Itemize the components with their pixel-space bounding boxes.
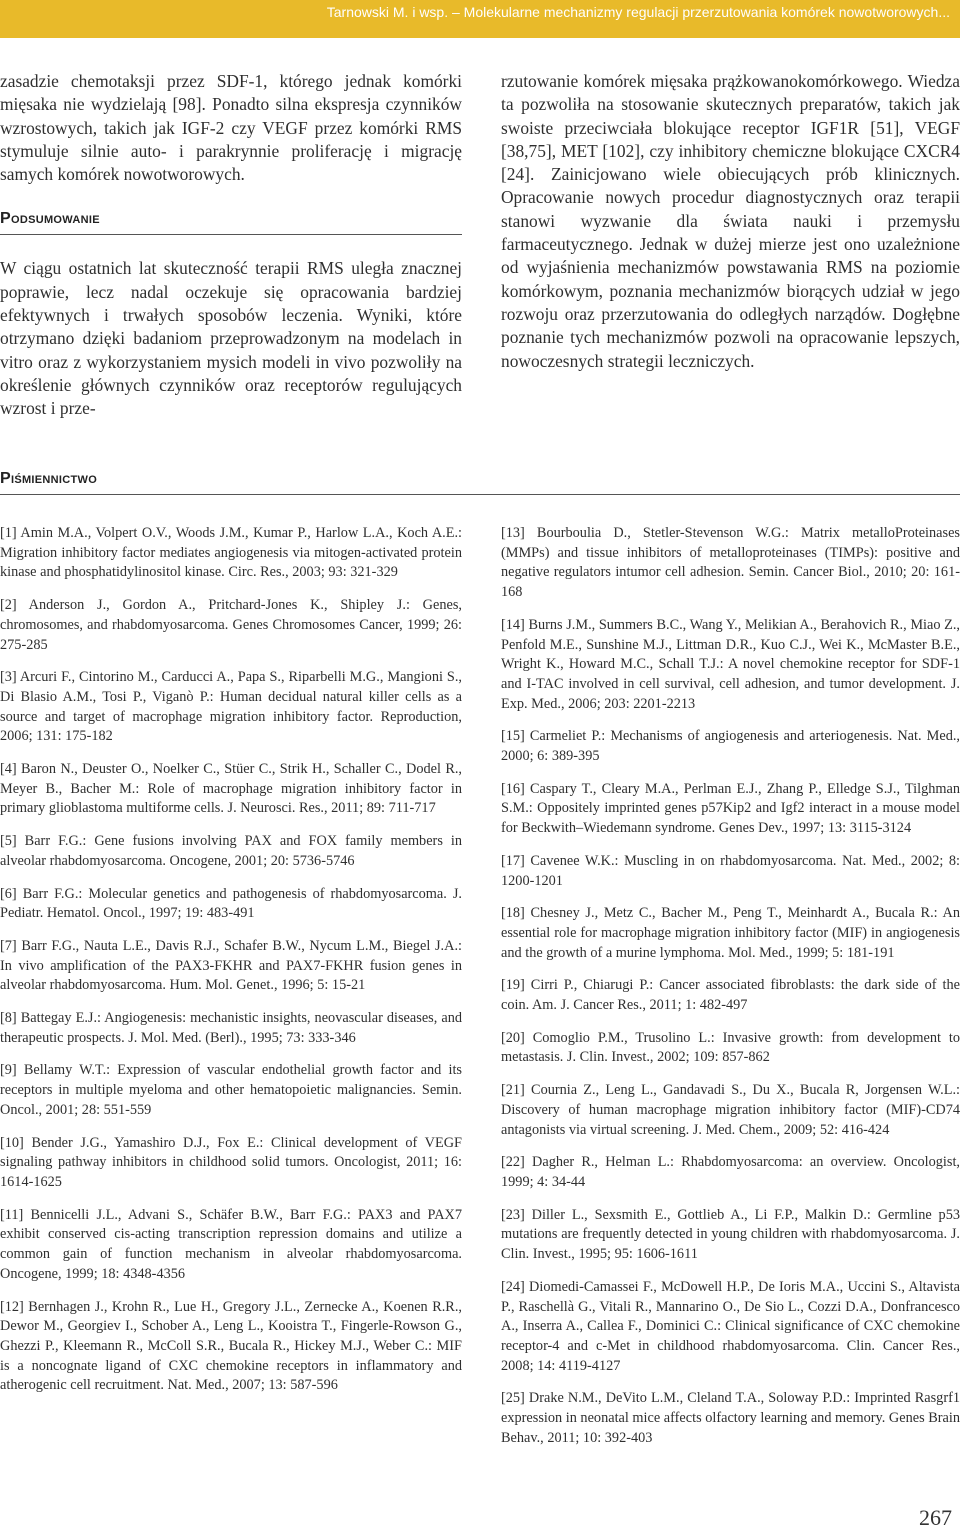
header-bar — [0, 0, 960, 38]
reference-item: [5] Barr F.G.: Gene fusions involving PAX and FOX family members in alveolar rhabdomyosarcoma. Oncogene, 2001; 20: 5736-5746 — [0, 833, 462, 869]
reference-item: [11] Bennicelli J.L., Advani S., Schäfer B.W., Barr F.G.: PAX3 and PAX7 exhibit conserved cis-acting transcription repression domains and utilize a common gain of function mechanism in alveolar rhabdomyosarcoma. Oncogene, 1999; 18: 4348-4356 — [0, 1206, 462, 1282]
summary-heading-block — [0, 210, 462, 235]
reference-item: [14] Burns J.M., Summers B.C., Wang Y., Melikian A., Berahovich R., Miao Z., Penfold M.E., Sunshine M.J., Littman D.R., Kuo C.J., Wei K., McMaster B.E., Wright K., Howard M.C., Schall T.J.: A novel chemokine receptor for SDF-1 and I-TAC involved in cell survival, cell adhesion, and tumor development. J. Exp. Med., 2006; 203: 2201-2213 — [501, 616, 960, 712]
reference-item: [18] Chesney J., Metz C., Bacher M., Peng T., Meinhardt A., Bucala R.: An essential role for macrophage migration inhibitory factor (MIF) in angiogenesis and the growth of a murine lymphoma. Mol. Med., 1999; 5: 181-191 — [501, 905, 960, 961]
right-column — [501, 70, 960, 373]
reference-item: [17] Cavenee W.K.: Muscling in on rhabdomyosarcoma. Nat. Med., 2002; 8: 1200-1201 — [501, 852, 960, 889]
reference-item: [8] Battegay E.J.: Angiogenesis: mechanistic insights, neovascular diseases, and therapeutic prospects. J. Mol. Med. (Berl)., 1995; 73: 333-346 — [0, 1010, 462, 1046]
page-number: 267 — [919, 1505, 952, 1530]
reference-item: [25] Drake N.M., DeVito L.M., Cleland T.A., Soloway P.D.: Imprinted Rasgrf1 expression in neonatal mice affects olfactory learning and memory. Genes Brain Behav., 2011; 10: 392-403 — [501, 1390, 960, 1446]
reference-item: [7] Barr F.G., Nauta L.E., Davis R.J., Schafer B.W., Nycum L.M., Biegel J.A.: In vivo amplification of the PAX3-FKHR and PAX7-FKHR fusion genes in alveolar rhabdomyosarcoma. Hum. Mol. Genet., 1996; 5: 15-21 — [0, 937, 462, 994]
reference-item: [19] Cirri P., Chiarugi P.: Cancer associated fibroblasts: the dark side of the coin. Am. J. Cancer Res., 2011; 1: 482-497 — [501, 977, 960, 1014]
references-heading-block — [0, 470, 960, 495]
summary-heading-rule — [0, 234, 462, 235]
left-column — [0, 70, 462, 421]
references-left-column — [0, 524, 462, 1409]
reference-item: [20] Comoglio P.M., Trusolino L.: Invasive growth: from development to metastasis. J. Clin. Invest., 2002; 109: 857-862 — [501, 1029, 960, 1066]
reference-item: [21] Cournia Z., Leng L., Gandavadi S., Du X., Bucala R, Jorgensen W.L.: Discovery of human macrophage migration inhibitory factor (MIF)-CD74 antagonists via virtual screening. J. Med. Chem., 2009; 52: 416-424 — [501, 1082, 960, 1138]
reference-item: [15] Carmeliet P.: Mechanisms of angiogenesis and arteriogenesis. Nat. Med., 2000; 6: 389-395 — [501, 728, 960, 765]
intro-paragraph: zasadzie chemotaksji przez SDF-1, którego jednak komórki mięsaka nie wydzielają [98]. Ponadto silna ekspresja czynników wzrostowych, takich jak IGF-2 czy VEGF przez komórki RMS stymuluje silnie auto- i parakrynnie proliferację i migrację samych komórek nowotworowych. — [0, 71, 462, 185]
running-title: Tarnowski M. i wsp. – Molekularne mechanizmy regulacji przerzutowania komórek nowotworowych... — [326, 4, 950, 20]
reference-item: [16] Caspary T., Cleary M.A., Perlman E.J., Zhang P., Elledge S.J., Tilghman S.M.: Oppositely imprinted genes p57Kip2 and Igf2 interact in a mouse model for Beckwith–Wiedemann syndrome. Genes Dev., 1997; 13: 3115-3124 — [501, 780, 960, 837]
references-right-column — [501, 524, 960, 1461]
summary-heading: Podsumowanie — [0, 210, 100, 228]
reference-item: [6] Barr F.G.: Molecular genetics and pathogenesis of rhabdomyosarcoma. J. Pediatr. Hematol. Oncol., 1997; 19: 483-491 — [0, 885, 462, 922]
reference-item: [1] Amin M.A., Volpert O.V., Woods J.M., Kumar P., Harlow L.A., Koch A.E.: Migration inhibitory factor mediates angiogenesis via mitogen-activated protein kinase and phosphatidylinositol kinase. Circ. Res., 2003; 93: 321-329 — [0, 525, 462, 581]
reference-item: [23] Diller L., Sexsmith E., Gottlieb A., Li F.P., Malkin D.: Germline p53 mutations are frequently detected in young children with rhabdomyosarcoma. J. Clin. Invest., 1995; 95: 1606-1611 — [501, 1206, 960, 1263]
reference-item: [24] Diomedi-Camassei F., McDowell H.P., De Ioris M.A., Uccini S., Altavista P., Raschellà G., Vitali R., Mannarino O., De Sio L., Cozzi D.A., Donfrancesco A., Inserra A., Callea F., Dominici C.: Clinical significance of CXC chemokine receptor-4 and c-Met in childhood rhabdomyosarcoma. Clin. Cancer Res., 2008; 14: 4119-4127 — [501, 1278, 960, 1374]
reference-item: [13] Bourboulia D., Stetler-Stevenson W.G.: Matrix metalloProteinases (MMPs) and tissue inhibitors of metalloproteinases (TIMPs): positive and negative regulators intumor cell adhesion. Semin. Cancer Biol., 2010; 20: 161-168 — [501, 525, 960, 601]
summary-continuation: rzutowanie komórek mięsaka prążkowanokomórkowego. Wiedza ta pozwoliła na stosowanie skutecznych preparatów, takich jak swoiste przeciwciała blokujące receptor IGF1R [51], VEGF [38,75], MET [102], czy inhibitory chemiczne blokujące CXCR4 [24]. Zainicjowano wiele obiecujących prób klinicznych. Opracowanie nowych procedur diagnostycznych oraz terapii stanowi wyzwanie dla świata nauki i przemysłu farmaceutycznego. Jednak w dużej mierze jest ono uzależnione od wyjaśnienia mechanizmów powstawania RMS na poziomie komórkowym, poznania mechanizmów biorących udział w jego rozwoju oraz przerzutowania do odległych narządów. Dogłębne poznanie tych mechanizmów pozwoli na opracowanie lepszych, nowoczesnych strategii leczniczych. — [501, 71, 960, 371]
reference-item: [2] Anderson J., Gordon A., Pritchard-Jones K., Shipley J.: Genes, chromosomes, and rhabdomyosarcoma. Genes Chromosomes Cancer, 1999; 26: 275-285 — [0, 597, 462, 653]
reference-item: [4] Baron N., Deuster O., Noelker C., Stüer C., Strik H., Schaller C., Dodel R., Meyer B., Bacher M.: Role of macrophage migration inhibitory factor in primary glioblastoma multiforme cells. J. Neurosci. Res., 2011; 89: 711-717 — [0, 761, 462, 817]
reference-item: [12] Bernhagen J., Krohn R., Lue H., Gregory J.L., Zernecke A., Koenen R.R., Dewor M., Georgiev I., Schober A., Leng L., Kooistra T., Fingerle-Rowson G., Ghezzi P., Kleemann R., McColl S.R., Bucala R., Hickey M.J., Weber C.: MIF is a noncognate ligand of CXC chemokine receptors in inflammatory and atherogenic cell recruitment. Nat. Med., 2007; 13: 587-596 — [0, 1298, 462, 1394]
reference-item: [10] Bender J.G., Yamashiro D.J., Fox E.: Clinical development of VEGF signaling pathway inhibitors in childhood solid tumors. Oncologist, 2011; 16: 1614-1625 — [0, 1134, 462, 1190]
reference-item: [22] Dagher R., Helman L.: Rhabdomyosarcoma: an overview. Oncologist, 1999; 4: 34-44 — [501, 1154, 960, 1190]
reference-item: [3] Arcuri F., Cintorino M., Carducci A., Papa S., Riparbelli M.G., Mangioni S., Di Blasio A.M., Tosi P., Viganò P.: Human decidual natural killer cells as a source and target of macrophage migration inhibitory factor. Reproduction, 2006; 131: 175-182 — [0, 669, 462, 745]
summary-paragraph: W ciągu ostatnich lat skuteczność terapii RMS uległa znacznej poprawie, lecz nadal oczekuje się opracowania bardziej efektywnych i trwałych sposobów leczenia. Wyniki, które otrzymano dzięki badaniom przeprowadzonym na modelach in vitro oraz z wykorzystaniem mysich modeli in vivo pozwoliły na określenie głównych czynników oraz receptorów regulujących wzrost i prze- — [0, 258, 462, 419]
references-heading-rule — [0, 494, 960, 495]
reference-item: [9] Bellamy W.T.: Expression of vascular endothelial growth factor and its receptors in multiple myeloma and other hematopoietic malignancies. Semin. Oncol., 2001; 28: 551-559 — [0, 1062, 462, 1118]
references-heading: Piśmiennictwo — [0, 470, 98, 487]
